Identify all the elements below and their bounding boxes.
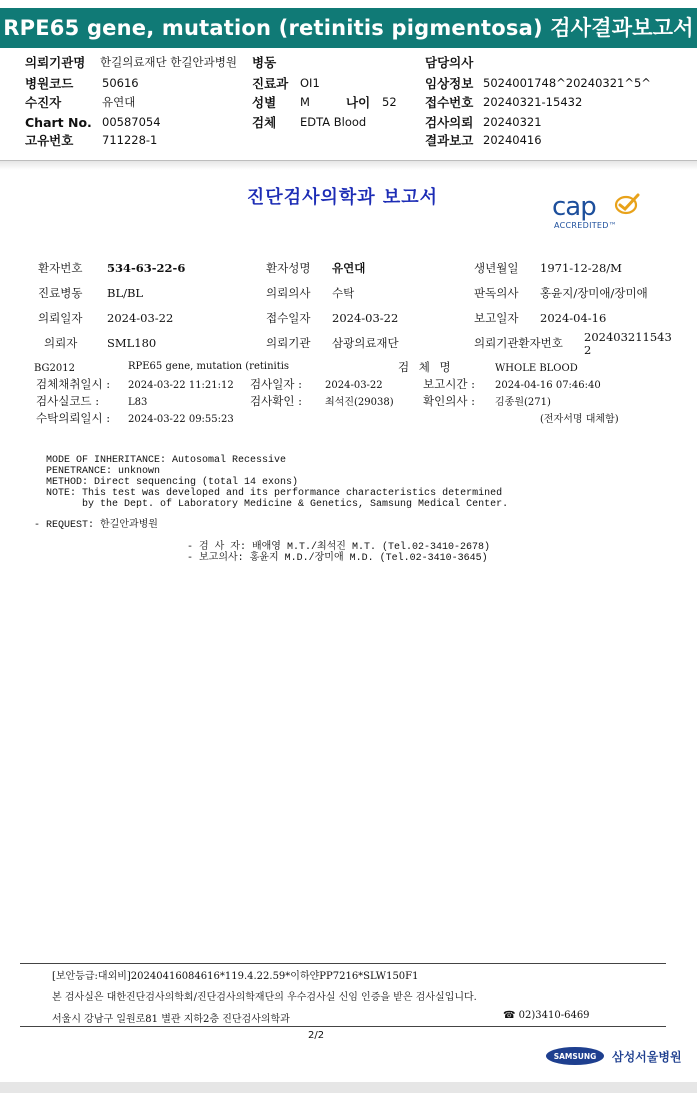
patient-no-label: 환자번호 <box>38 261 83 275</box>
ward-value-2: BL/BL <box>107 286 144 300</box>
test-date-label: 검사일자 : <box>250 377 302 391</box>
report-date-value: 20240416 <box>483 133 542 147</box>
certification-line: 본 검사실은 대한진단검사의학회/진단검사의학재단의 우수검사실 신임 인증을 받은 검사실입니다. <box>52 992 477 1003</box>
clinical-info-label: 임상정보 <box>425 76 474 91</box>
report-time-label: 보고시간 : <box>423 377 475 391</box>
cap-accredited-logo <box>552 192 650 236</box>
receipt-no-value: 20240321-15432 <box>483 95 583 109</box>
sex-label: 성별 <box>252 95 277 110</box>
confirm-doctor-value: 김종원(271) <box>495 397 551 408</box>
report-date-value-2: 2024-04-16 <box>540 311 607 325</box>
chart-no-value: 00587054 <box>102 115 161 129</box>
test-confirm-value: 최석진(29038) <box>325 397 394 408</box>
report-title-bar: RPE65 gene, mutation (retinitis pigmentosa) 검사결과보고서 <box>0 8 697 48</box>
attending-label: 담당의사 <box>425 55 474 70</box>
request-date-label: 검사의뢰 <box>425 115 474 130</box>
request-date-value: 20240321 <box>483 115 542 129</box>
ordering-doctor-label: 의뢰의사 <box>266 286 311 300</box>
specimen-name-label: 검 체 명 <box>398 360 454 374</box>
unique-no-label: 고유번호 <box>25 133 74 148</box>
patient-value: 유연대 <box>102 95 136 109</box>
lab-code-value: L83 <box>128 397 148 408</box>
hospital-code-label: 병원코드 <box>25 76 74 91</box>
test-confirm-label: 검사확인 : <box>250 394 302 408</box>
note-line-1: NOTE: This test was developed and its performance characteristics determined <box>46 488 503 499</box>
specimen-label: 검체 <box>252 115 277 130</box>
receipt-date-value: 2024-03-22 <box>332 311 399 325</box>
org-patient-no-label: 의뢰기관환자번호 <box>474 336 563 350</box>
receipt-date-label: 접수일자 <box>266 311 311 325</box>
order-org-value: 한길의료재단 한길안과병원 <box>100 55 237 69</box>
tester-line: - 검 사 자: 배애영 M.T./최석진 M.T. (Tel.02-3410-2678) <box>187 542 490 553</box>
report-date-label: 결과보고 <box>425 133 474 148</box>
ordering-doctor-value: 수탁 <box>332 286 355 300</box>
header-separator <box>0 160 697 170</box>
ward-label: 병동 <box>252 55 277 70</box>
chart-no-label: Chart No. <box>25 115 92 130</box>
patient-no-value: 534-63-22-6 <box>107 261 186 275</box>
reading-doctor-value: 홍윤지/장미애/장미애 <box>540 286 648 300</box>
report-time-value: 2024-04-16 07:46:40 <box>495 380 601 391</box>
patient-label: 수진자 <box>25 95 62 110</box>
birthdate-value: 1971-12-28/M <box>540 261 622 275</box>
test-code: BG2012 <box>34 363 75 374</box>
age-label: 나이 <box>346 95 371 110</box>
samsung-logo <box>545 1046 605 1066</box>
footer-bottom-rule <box>20 1026 666 1027</box>
request-line: - REQUEST: 한길안과병원 <box>34 520 158 531</box>
security-line: [보안등급:대외비]20240416084616*119.4.22.59*이하얀PP7216*SLW150F1 <box>52 971 419 982</box>
samsung-logo-text: SAMSUNG <box>553 1052 597 1061</box>
reporter-line: - 보고의사: 홍윤지 M.D./장미애 M.D. (Tel.02-3410-3645) <box>187 553 488 564</box>
hospital-code-value: 50616 <box>102 76 139 90</box>
footer-top-rule <box>20 963 666 964</box>
address-line: 서울시 강남구 일원로81 별관 지하2층 진단검사의학과 <box>52 1014 290 1025</box>
requester-value: SML180 <box>107 336 157 350</box>
clinical-info-value: 5024001748^20240321^5^ <box>483 76 651 90</box>
note-line-2: by the Dept. of Laboratory Medicine & Genetics, Samsung Medical Center. <box>46 499 509 510</box>
age-value: 52 <box>382 95 397 109</box>
receipt-no-label: 접수번호 <box>425 95 474 110</box>
order-date-value: 2024-03-22 <box>107 311 174 325</box>
phone-line: ☎ 02)3410-6469 <box>503 1010 590 1021</box>
reading-doctor-label: 판독의사 <box>474 286 519 300</box>
order-org-label: 의뢰기관명 <box>25 55 86 70</box>
requesting-org-value: 삼광의료재단 <box>332 336 399 350</box>
esign-note: (전자서명 대체함) <box>540 414 619 425</box>
page-number: 2/2 <box>308 1030 325 1041</box>
patient-name-label: 환자성명 <box>266 261 311 275</box>
method-line: METHOD: Direct sequencing (total 14 exons) <box>46 477 299 488</box>
dept-value: OI1 <box>300 76 320 90</box>
collection-time-label: 검체채취일시 : <box>36 377 111 391</box>
penetrance-line: PENETRANCE: unknown <box>46 466 161 477</box>
report-date-label-2: 보고일자 <box>474 311 519 325</box>
report-heading: 진단검사의학과 보고서 <box>246 187 439 208</box>
unique-no-value: 711228-1 <box>102 133 158 147</box>
sex-value: M <box>300 95 310 109</box>
patient-name-value: 유연대 <box>332 261 366 275</box>
org-patient-no-value-line1: 202403211543 <box>584 330 672 344</box>
cap-word: cap <box>552 192 596 222</box>
requesting-org-label: 의뢰기관 <box>266 336 311 350</box>
consign-time-value: 2024-03-22 09:55:23 <box>128 414 234 425</box>
hospital-name: 삼성서울병원 <box>612 1050 682 1064</box>
birthdate-label: 생년월일 <box>474 261 519 275</box>
page-bottom-bar <box>0 1082 697 1093</box>
ward-label-2: 진료병동 <box>38 286 83 300</box>
dept-label: 진료과 <box>252 76 289 91</box>
lab-code-label: 검사실코드 : <box>36 394 100 408</box>
specimen-value: EDTA Blood <box>300 115 367 129</box>
collection-time-value: 2024-03-22 11:21:12 <box>128 380 234 391</box>
order-date-label: 의뢰일자 <box>38 311 83 325</box>
requester-label: 의뢰자 <box>44 336 78 350</box>
test-date-value: 2024-03-22 <box>325 380 383 391</box>
cap-checkmark-icon <box>614 192 640 216</box>
cap-accredited-text: ACCREDITED™ <box>554 221 618 230</box>
consign-time-label: 수탁의뢰일시 : <box>36 411 111 425</box>
confirm-doctor-label: 확인의사 : <box>423 394 475 408</box>
org-patient-no-value-line2: 2 <box>584 343 592 357</box>
test-name: RPE65 gene, mutation (retinitis <box>128 361 290 372</box>
inheritance-line: MODE OF INHERITANCE: Autosomal Recessive <box>46 455 287 466</box>
specimen-name-value: WHOLE BLOOD <box>495 363 578 374</box>
